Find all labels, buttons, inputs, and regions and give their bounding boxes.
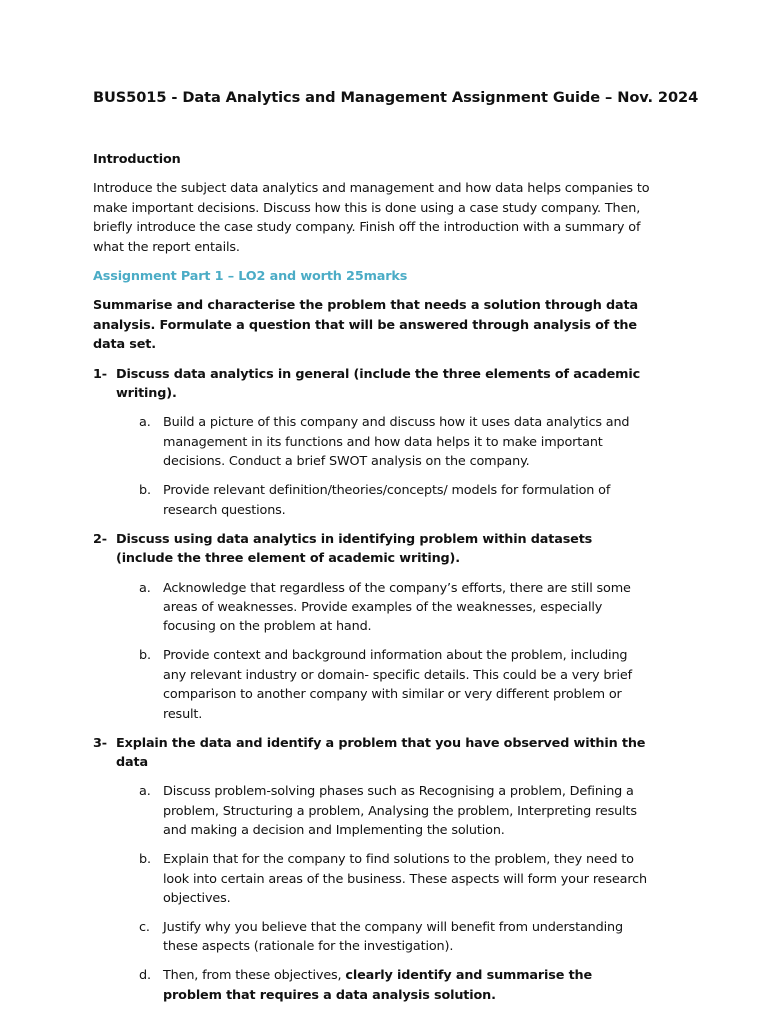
list-item [139,579,653,637]
list-item-text: Provide relevant definition/theories/concepts/ models for formulation of research questions. [163,483,611,518]
list-item-letter: a. [139,580,151,596]
question-2 [93,530,653,569]
list-item-text-bold: clearly identify and summarise the problem that requires a data analysis solution. [163,968,593,1003]
question-text: Discuss data analytics in general (include the three elements of academic writing). [116,366,641,402]
introduction-heading: Introduction [93,152,181,167]
introduction-body: Introduce the subject data analytics and management and how data helps companies to make important decisions. Discuss how this is done using a case study company. Then, briefly introduce the case study company. Finish off the introduction with a summary of what the report entails. [93,181,650,255]
question-number: 3- [93,735,107,751]
list-item-text: Explain that for the company to find solutions to the problem, they need to look into certain areas of the business. These aspects will form your research objectives. [163,852,647,906]
document-title: BUS5015 - Data Analytics and Management Assignment Guide – Nov. 2024 [93,89,699,106]
list-item-text: Discuss problem-solving phases such as Recognising a problem, Defining a problem, Structuring a problem, Analysing the problem, Interpreting results and making a decision and Implementing the solution. [163,784,637,839]
list-item [139,850,653,908]
list-item-letter: a. [139,415,151,431]
question-number: 2- [93,531,107,547]
list-item-text-regular: Then, from these objectives, [163,968,346,984]
question-3 [93,734,653,773]
list-item-text: Build a picture of this company and discuss how it uses data analytics and management in its functions and how data helps it to make important decisions. Conduct a brief SWOT analysis on the company. [163,415,630,470]
list-item-letter: b. [139,483,151,499]
list-item [139,966,653,1005]
list-item-text: Acknowledge that regardless of the company’s efforts, there are still some areas of weaknesses. Provide examples of the weaknesses, especially focusing on the problem at hand. [163,580,631,635]
list-item-letter: a. [139,784,151,800]
list-item-text: Justify why you believe that the company will benefit from understanding these aspects (rationale for the investigation). [163,919,623,955]
question-1 [93,365,653,404]
list-item-letter: c. [139,919,150,935]
part1-heading: Assignment Part 1 – LO2 and worth 25marks [93,269,408,285]
list-item [139,481,653,520]
list-item-letter: d. [139,968,151,984]
list-item [139,782,653,840]
list-item-letter: b. [139,648,151,664]
question-number: 1- [93,366,107,382]
list-item [139,918,653,957]
list-item [139,413,653,471]
part1-summary: Summarise and characterise the problem that needs a solution through data analysis. Formulate a question that will be answered through analysis of the data set. [93,298,638,353]
document-body [93,150,653,1015]
list-item-text: Provide context and background information about the problem, including any relevant industry or domain- specific details. This could be a very brief comparison to another company with similar or very different problem or result. [163,648,632,722]
list-item-text [163,966,653,1005]
question-text: Explain the data and identify a problem that you have observed within the data [116,735,646,770]
list-item-letter: b. [139,852,151,868]
list-item [139,646,653,724]
question-text: Discuss using data analytics in identifying problem within datasets (include the three element of academic writing). [116,531,593,567]
